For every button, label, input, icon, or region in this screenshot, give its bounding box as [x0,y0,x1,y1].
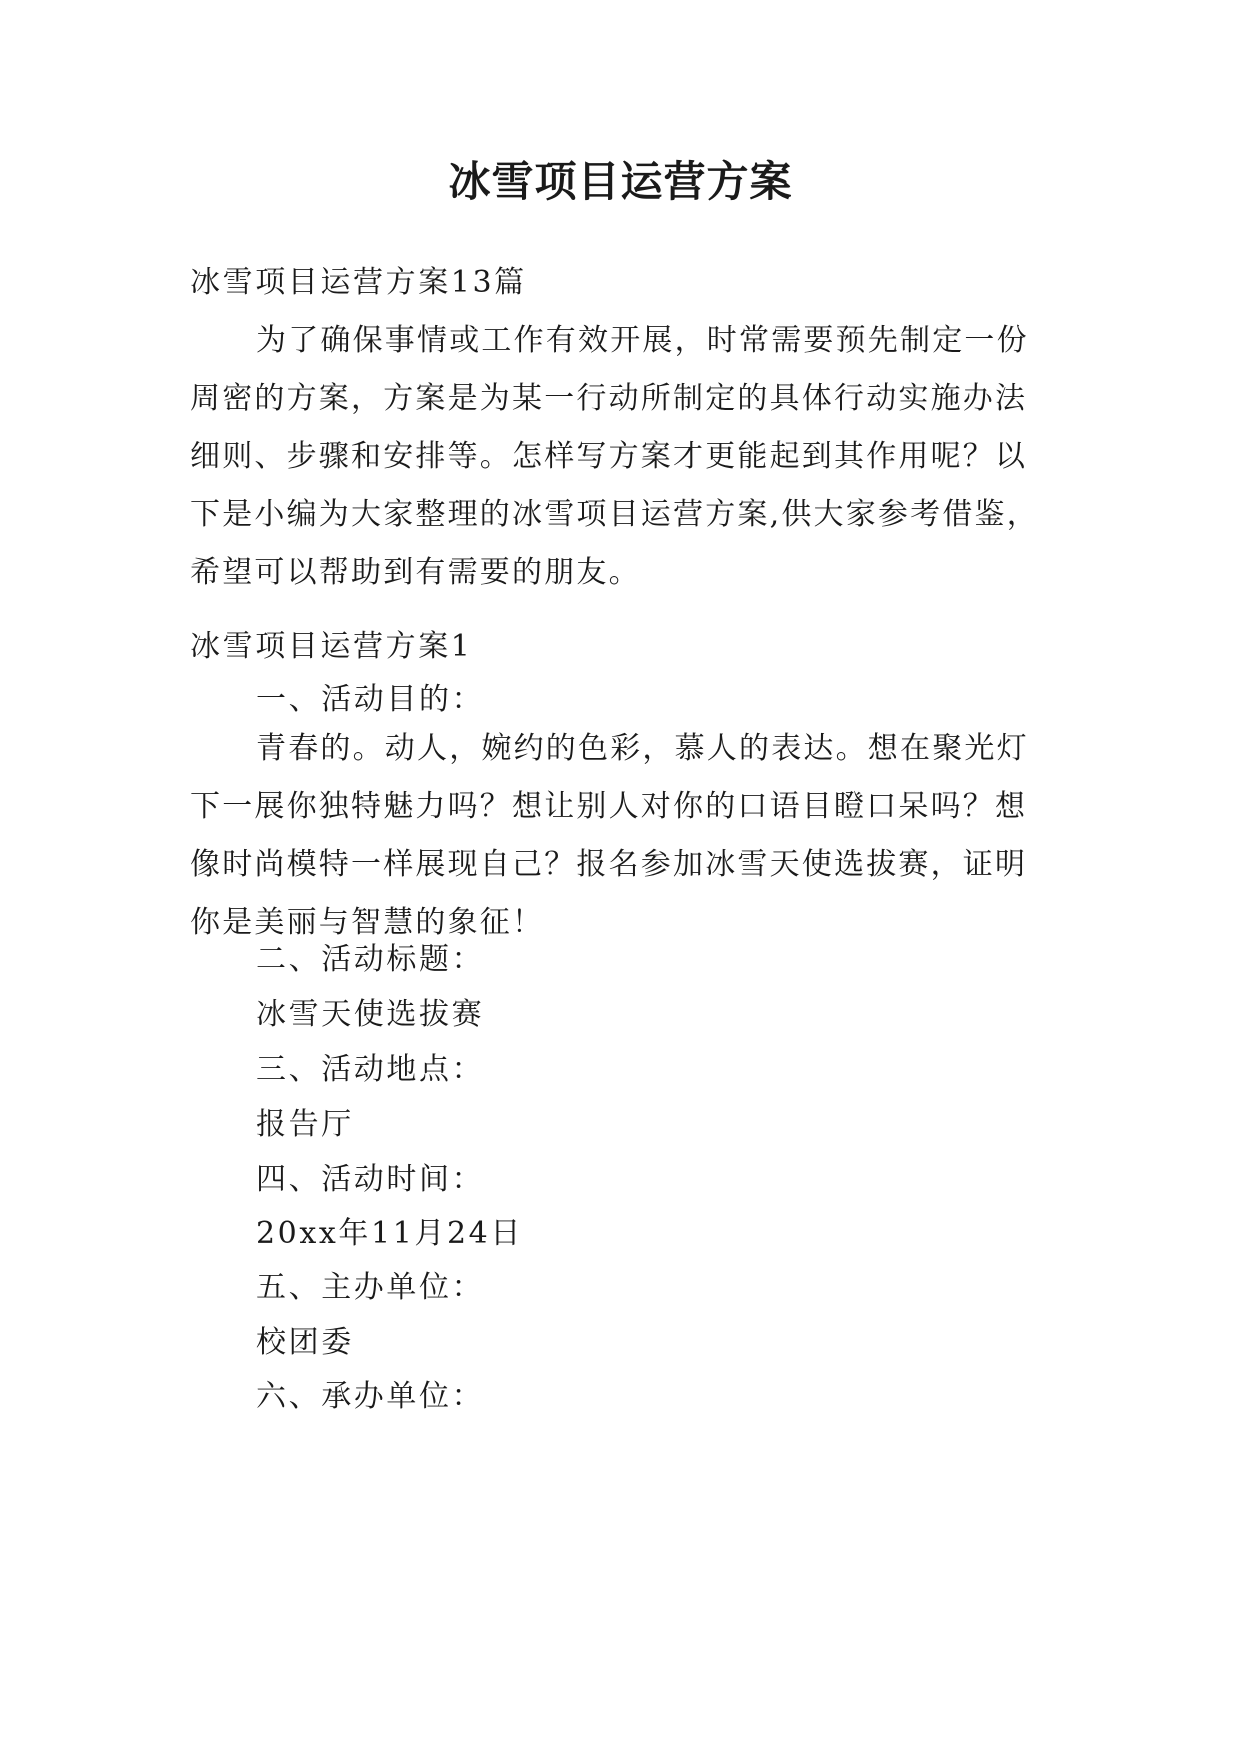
item3-body: 报告厅 [256,1107,354,1142]
item6-title: 六、承办单位： [256,1379,485,1414]
item3-title: 三、活动地点： [256,1052,485,1087]
item2-body: 冰雪天使选拔赛 [256,997,485,1032]
item1-title: 一、活动目的： [256,682,485,717]
item1-body: 青春的。动人，婉约的色彩，慕人的表达。想在聚光灯下一展你独特魅力吗？想让别人对你的口语目瞪口呆吗？想像时尚模特一样展现自己？报名参加冰雪天使选拔赛，证明你是美丽与智慧的象征！ [190,731,1029,940]
document-title: 冰雪项目运营方案 [448,157,793,206]
item4-body: 20xx年11月24日 [256,1216,523,1251]
item4-title: 四、活动时间： [256,1162,485,1197]
item2-title: 二、活动标题： [256,942,485,977]
item5-title: 五、主办单位： [256,1270,485,1305]
intro-paragraph: 为了确保事情或工作有效开展，时常需要预先制定一份周密的方案，方案是为某一行动所制定的具体行动实施办法细则、步骤和安排等。怎样写方案才更能起到其作用呢？以下是小编为大家整理的冰雪项目运营方案,供大家参考借鉴，希望可以帮助到有需要的朋友。 [190,323,1039,590]
item5-body: 校团委 [256,1325,354,1360]
document-subtitle: 冰雪项目运营方案13篇 [190,265,527,300]
section-heading: 冰雪项目运营方案1 [190,629,473,664]
